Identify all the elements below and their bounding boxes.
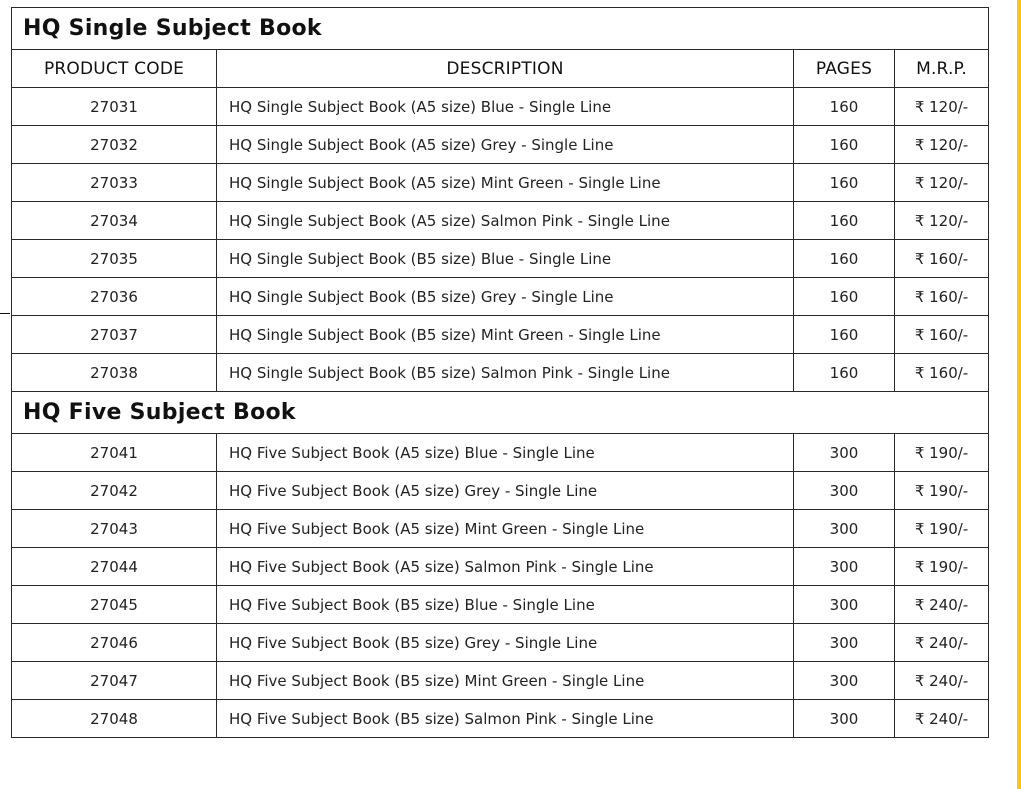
pages-cell: 300 — [794, 548, 895, 586]
mrp-cell: ₹ 120/- — [895, 164, 989, 202]
section-title-row — [12, 392, 989, 434]
description-cell: HQ Single Subject Book (B5 size) Mint Green - Single Line — [217, 316, 794, 354]
pages-cell: 160 — [794, 164, 895, 202]
margin-tick-mark — [0, 313, 10, 314]
mrp-cell: ₹ 240/- — [895, 586, 989, 624]
product-code-cell: 27033 — [12, 164, 217, 202]
table-row — [12, 354, 989, 392]
mrp-cell: ₹ 240/- — [895, 624, 989, 662]
mrp-cell: ₹ 190/- — [895, 548, 989, 586]
mrp-cell: ₹ 160/- — [895, 316, 989, 354]
pages-cell: 160 — [794, 240, 895, 278]
pages-cell: 160 — [794, 316, 895, 354]
product-code-cell: 27038 — [12, 354, 217, 392]
table-row — [12, 88, 989, 126]
pages-cell: 300 — [794, 586, 895, 624]
product-code-cell: 27044 — [12, 548, 217, 586]
description-cell: HQ Single Subject Book (A5 size) Salmon Pink - Single Line — [217, 202, 794, 240]
pages-cell: 160 — [794, 126, 895, 164]
pages-cell: 160 — [794, 202, 895, 240]
product-code-cell: 27035 — [12, 240, 217, 278]
description-cell: HQ Five Subject Book (B5 size) Salmon Pink - Single Line — [217, 700, 794, 738]
mrp-cell: ₹ 120/- — [895, 126, 989, 164]
section-title: HQ Five Subject Book — [12, 392, 989, 434]
description-cell: HQ Single Subject Book (B5 size) Blue - Single Line — [217, 240, 794, 278]
table-row — [12, 240, 989, 278]
table-row — [12, 164, 989, 202]
product-code-cell: 27043 — [12, 510, 217, 548]
mrp-cell: ₹ 190/- — [895, 472, 989, 510]
pages-cell: 300 — [794, 662, 895, 700]
table-row — [12, 126, 989, 164]
product-code-cell: 27031 — [12, 88, 217, 126]
mrp-cell: ₹ 120/- — [895, 202, 989, 240]
table-body — [12, 8, 989, 738]
pages-cell: 300 — [794, 510, 895, 548]
description-cell: HQ Five Subject Book (B5 size) Mint Green - Single Line — [217, 662, 794, 700]
pages-cell: 300 — [794, 624, 895, 662]
table-row — [12, 624, 989, 662]
description-cell: HQ Single Subject Book (A5 size) Mint Green - Single Line — [217, 164, 794, 202]
product-price-table — [11, 7, 989, 738]
description-cell: HQ Five Subject Book (B5 size) Blue - Single Line — [217, 586, 794, 624]
pages-cell: 160 — [794, 88, 895, 126]
mrp-cell: ₹ 160/- — [895, 240, 989, 278]
header-mrp: M.R.P. — [895, 50, 989, 88]
mrp-cell: ₹ 240/- — [895, 662, 989, 700]
product-code-cell: 27046 — [12, 624, 217, 662]
product-code-cell: 27037 — [12, 316, 217, 354]
column-header-row — [12, 50, 989, 88]
product-code-cell: 27042 — [12, 472, 217, 510]
table-row — [12, 662, 989, 700]
pages-cell: 300 — [794, 434, 895, 472]
product-code-cell: 27034 — [12, 202, 217, 240]
mrp-cell: ₹ 160/- — [895, 278, 989, 316]
table-row — [12, 548, 989, 586]
table-row — [12, 278, 989, 316]
pages-cell: 300 — [794, 700, 895, 738]
description-cell: HQ Single Subject Book (A5 size) Blue - Single Line — [217, 88, 794, 126]
accent-side-bar — [1017, 0, 1021, 789]
product-code-cell: 27047 — [12, 662, 217, 700]
description-cell: HQ Single Subject Book (B5 size) Grey - Single Line — [217, 278, 794, 316]
product-code-cell: 27045 — [12, 586, 217, 624]
mrp-cell: ₹ 240/- — [895, 700, 989, 738]
description-cell: HQ Five Subject Book (A5 size) Salmon Pink - Single Line — [217, 548, 794, 586]
product-code-cell: 27032 — [12, 126, 217, 164]
section-title-row — [12, 8, 989, 50]
table-row — [12, 472, 989, 510]
pages-cell: 160 — [794, 278, 895, 316]
table-row — [12, 202, 989, 240]
header-description: DESCRIPTION — [217, 50, 794, 88]
description-cell: HQ Single Subject Book (A5 size) Grey - Single Line — [217, 126, 794, 164]
product-code-cell: 27048 — [12, 700, 217, 738]
description-cell: HQ Five Subject Book (A5 size) Blue - Single Line — [217, 434, 794, 472]
table-row — [12, 316, 989, 354]
description-cell: HQ Single Subject Book (B5 size) Salmon Pink - Single Line — [217, 354, 794, 392]
pages-cell: 160 — [794, 354, 895, 392]
table-row — [12, 434, 989, 472]
mrp-cell: ₹ 120/- — [895, 88, 989, 126]
header-product-code: PRODUCT CODE — [12, 50, 217, 88]
mrp-cell: ₹ 190/- — [895, 434, 989, 472]
product-code-cell: 27036 — [12, 278, 217, 316]
table-row — [12, 700, 989, 738]
table-row — [12, 510, 989, 548]
header-pages: PAGES — [794, 50, 895, 88]
mrp-cell: ₹ 160/- — [895, 354, 989, 392]
pages-cell: 300 — [794, 472, 895, 510]
product-code-cell: 27041 — [12, 434, 217, 472]
description-cell: HQ Five Subject Book (A5 size) Mint Green - Single Line — [217, 510, 794, 548]
section-title: HQ Single Subject Book — [12, 8, 989, 50]
description-cell: HQ Five Subject Book (B5 size) Grey - Single Line — [217, 624, 794, 662]
description-cell: HQ Five Subject Book (A5 size) Grey - Single Line — [217, 472, 794, 510]
table-row — [12, 586, 989, 624]
mrp-cell: ₹ 190/- — [895, 510, 989, 548]
